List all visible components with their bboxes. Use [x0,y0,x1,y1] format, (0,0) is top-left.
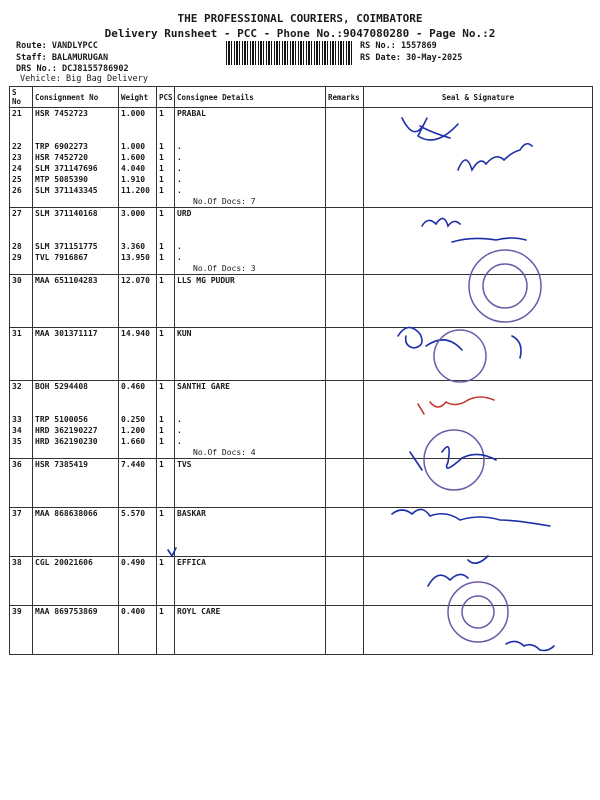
serial-number: 28 [12,242,22,251]
consignee-dot: . [177,153,182,162]
weight-value: 1.600 [121,153,146,162]
company-stamp-2 [434,330,486,382]
col-seal: Seal & Signature [364,87,593,108]
col-sno: S No [10,87,33,108]
serial-number: 22 [12,142,22,151]
consignment-number: HRD 362190230 [35,437,98,446]
consignee-name: LLS MG PUDUR [177,276,235,285]
vehicle-info: Vehicle: Big Bag Delivery [20,74,148,84]
consignment-number: SLM 371140168 [35,209,98,218]
company-title: THE PROFESSIONAL COURIERS, COIMBATORE [177,12,423,25]
weight-value: 11.200 [121,186,150,195]
consignee-dot: . [177,415,182,424]
consignment-number: CGL 20021606 [35,558,93,567]
company-stamp-4 [448,582,508,642]
pieces-value: 1 [159,175,164,184]
signature-3 [422,218,526,242]
drs-info: DRS No.: DCJ8155786902 [16,64,129,74]
consignee-dot: . [177,142,182,151]
consignment-number: MAA 868638066 [35,509,98,518]
consignee-name: EFFICA [177,558,206,567]
pieces-value: 1 [159,460,164,469]
consignment-number: MAA 869753869 [35,607,98,616]
consignment-number: TRP 6902273 [35,142,88,151]
pieces-value: 1 [159,382,164,391]
pieces-value: 1 [159,426,164,435]
pieces-value: 1 [159,153,164,162]
weight-value: 7.440 [121,460,146,469]
serial-number: 26 [12,186,22,195]
weight-value: 3.360 [121,242,146,251]
staff-info: Staff: BALAMURUGAN [16,53,109,63]
serial-number: 36 [12,460,22,469]
serial-number: 23 [12,153,22,162]
col-consignee: Consignee Details [175,87,326,108]
weight-value: 12.070 [121,276,150,285]
serial-number: 30 [12,276,22,285]
consignee-name: ROYL CARE [177,607,221,616]
pieces-value: 1 [159,415,164,424]
pieces-value: 1 [159,242,164,251]
serial-number: 39 [12,607,22,616]
serial-number: 29 [12,253,22,262]
consignee-dot: . [177,164,182,173]
route-info: Route: VANDLYPCC [16,41,98,51]
date-note [506,641,554,650]
pieces-value: 1 [159,109,164,118]
consignee-name: TVS [177,460,192,469]
weight-value: 1.000 [121,109,146,118]
consignee-dot: . [177,175,182,184]
weight-value: 13.950 [121,253,150,262]
weight-value: 0.460 [121,382,146,391]
consignment-number: TVL 7916867 [35,253,88,262]
consignment-number: MAA 301371117 [35,329,98,338]
consignee-dot: . [177,437,182,446]
pieces-value: 1 [159,607,164,616]
serial-number: 31 [12,329,22,338]
weight-value: 1.660 [121,437,146,446]
col-remarks: Remarks [326,87,364,108]
consignee-name: BASKAR [177,509,206,518]
col-pcs: PCS [157,87,175,108]
company-stamp-1-inner [483,264,527,308]
consignment-number: BOH 5294408 [35,382,88,391]
consignee-dot: . [177,426,182,435]
signature-2 [458,144,532,170]
consignee-name: URD [177,209,192,218]
serial-number: 33 [12,415,22,424]
pieces-value: 1 [159,329,164,338]
serial-number: 38 [12,558,22,567]
weight-value: 5.570 [121,509,146,518]
pcs-annotation [168,548,176,556]
pieces-value: 1 [159,164,164,173]
weight-value: 14.940 [121,329,150,338]
weight-value: 1.200 [121,426,146,435]
consignee-dot: . [177,242,182,251]
serial-number: 37 [12,509,22,518]
weight-value: 1.910 [121,175,146,184]
pieces-value: 1 [159,209,164,218]
col-consignment: Consignment No [33,87,119,108]
pieces-value: 1 [159,186,164,195]
signature-1 [402,118,458,140]
consignee-name: KUN [177,329,192,338]
consignment-number: SLM 371143345 [35,186,98,195]
runsheet-subtitle: Delivery Runsheet - PCC - Phone No.:9047080280 - Page No.:2 [104,27,496,40]
company-stamp-4-inner [462,596,494,628]
consignment-number: HRD 362190227 [35,426,98,435]
serial-number: 21 [12,109,22,118]
signature-6 [392,509,550,526]
consignment-number: SLM 371147696 [35,164,98,173]
serial-number: 27 [12,209,22,218]
rs-number: RS No.: 1557869 [360,41,437,51]
serial-number: 24 [12,164,22,173]
docs-count: No.Of Docs: 7 [193,197,256,206]
weight-value: 4.040 [121,164,146,173]
signature-4 [398,327,521,358]
consignment-number: TRP 5100056 [35,415,88,424]
consignee-name: PRABAL [177,109,206,118]
col-weight: Weight [119,87,157,108]
serial-number: 25 [12,175,22,184]
pieces-value: 1 [159,437,164,446]
pieces-value: 1 [159,276,164,285]
consignment-number: MAA 651104283 [35,276,98,285]
weight-value: 0.490 [121,558,146,567]
serial-number: 35 [12,437,22,446]
consignment-number: HSR 7452720 [35,153,88,162]
pieces-value: 1 [159,253,164,262]
weight-value: 1.000 [121,142,146,151]
docs-count: No.Of Docs: 3 [193,264,256,273]
pieces-value: 1 [159,142,164,151]
consignee-name: SANTHI GARE [177,382,230,391]
pieces-value: 1 [159,509,164,518]
weight-value: 0.400 [121,607,146,616]
company-stamp-1 [469,250,541,322]
consignment-number: SLM 371151775 [35,242,98,251]
red-ink-mark [418,397,494,414]
consignment-number: HSR 7452723 [35,109,88,118]
consignee-dot: . [177,186,182,195]
pieces-value: 1 [159,558,164,567]
consignment-number: MTP 5085390 [35,175,88,184]
consignee-dot: . [177,253,182,262]
weight-value: 3.000 [121,209,146,218]
rs-date: RS Date: 30-May-2025 [360,53,463,63]
company-stamp-3 [424,430,484,490]
consignment-number: HSR 7385419 [35,460,88,469]
serial-number: 32 [12,382,22,391]
weight-value: 0.250 [121,415,146,424]
serial-number: 34 [12,426,22,435]
docs-count: No.Of Docs: 4 [193,448,256,457]
